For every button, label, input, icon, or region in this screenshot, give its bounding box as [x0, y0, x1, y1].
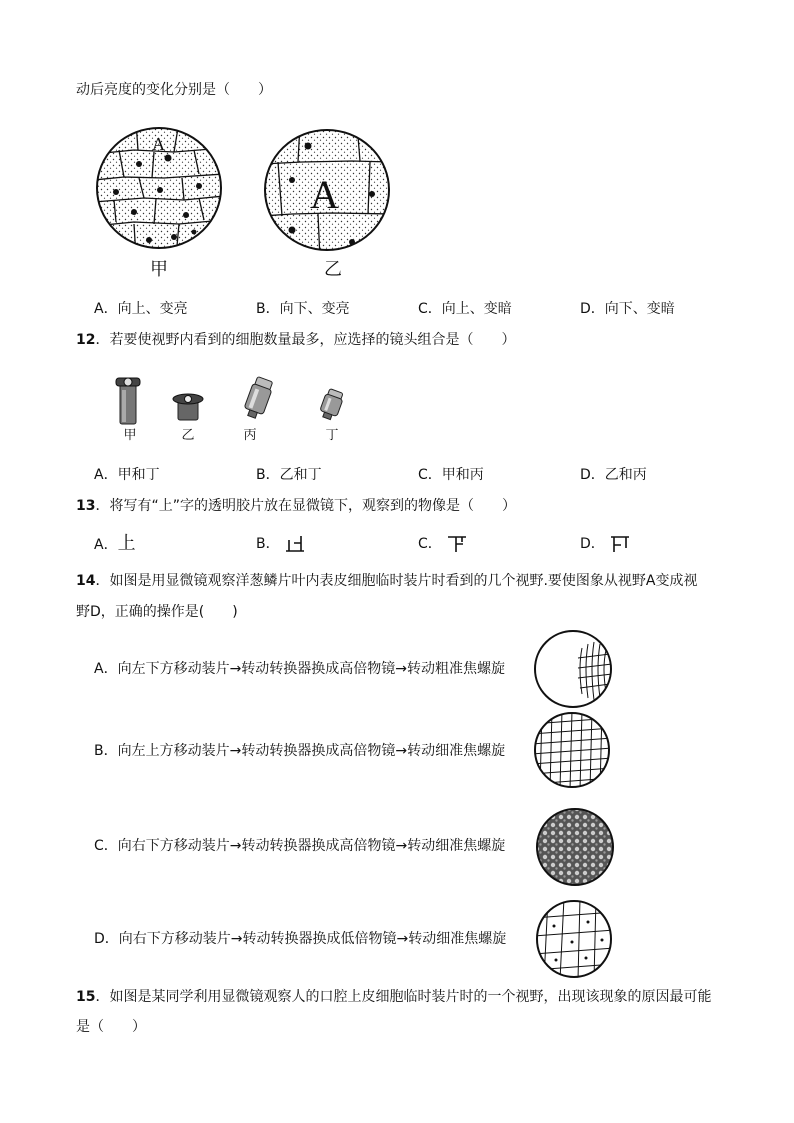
q14-option-b: B．向左上方移动装片→转动转换器换成高倍物镜→转动细准焦螺旋: [94, 743, 506, 759]
lens-label-bing: 丙: [243, 428, 257, 443]
lens-yi-icon: [170, 392, 206, 422]
q11-figure-yi: [262, 124, 392, 259]
glyph-b-icon: [284, 534, 306, 554]
glyph-d-icon: [609, 534, 631, 554]
lens-label-yi: 乙: [181, 428, 195, 443]
q12-option-d: D．乙和丙: [580, 467, 647, 483]
q13-option-b: B．: [256, 534, 306, 554]
view-b-icon: [532, 710, 612, 790]
lens-ding-icon: [313, 388, 349, 424]
lens-jia-icon: [112, 376, 144, 426]
glyph-c-icon: [446, 534, 468, 554]
q14-option-a: A．向左下方移动装片→转动转换器换成高倍物镜→转动粗准焦螺旋: [94, 661, 506, 677]
q15-stem-line1: 15．如图是某同学利用显微镜观察人的口腔上皮细胞临时装片时的一个视野，出现该现象的原因最可能: [76, 989, 712, 1005]
view-d-icon: [534, 898, 614, 980]
lens-label-jia: 甲: [123, 428, 137, 443]
view-a-icon: [532, 628, 614, 710]
q15-stem-line2: 是（ ）: [76, 1019, 146, 1035]
q14-stem-line2: 野D，正确的操作是( ): [76, 604, 238, 620]
q13-option-c: C．: [418, 534, 468, 554]
q11-label-jia: 甲: [150, 259, 168, 280]
q11-option-b: B．向下、变亮: [256, 301, 350, 317]
q11-option-c: C．向上、变暗: [418, 301, 512, 317]
svg-text:A: A: [152, 134, 165, 154]
lens-bing-icon: [238, 376, 278, 422]
q12-option-a: A．甲和丁: [94, 467, 160, 483]
q14-stem-line1: 14．如图是用显微镜观察洋葱鳞片叶内表皮细胞临时装片时看到的几个视野.要使图象从视野A变成视: [76, 573, 698, 589]
q13-option-d: D．: [580, 534, 631, 554]
q13-stem: 13．将写有“上”字的透明胶片放在显微镜下，观察到的物像是（ ）: [76, 498, 516, 514]
view-c-icon: [534, 806, 616, 888]
q11-option-d: D．向下、变暗: [580, 301, 675, 317]
q11-option-a: A．向上、变亮: [94, 301, 188, 317]
q12-option-b: B．乙和丁: [256, 467, 322, 483]
q11-label-yi: 乙: [324, 259, 342, 280]
lens-label-ding: 丁: [325, 428, 339, 443]
q14-option-d: D．向右下方移动装片→转动转换器换成低倍物镜→转动细准焦螺旋: [94, 931, 507, 947]
q11-figure-jia: [94, 122, 224, 257]
q12-option-c: C．甲和丙: [418, 467, 484, 483]
q13-option-a: A．上: [94, 533, 136, 554]
q11-stem-tail: 动后亮度的变化分别是（ ）: [76, 82, 272, 98]
q12-stem: 12．若要使视野内看到的细胞数量最多，应选择的镜头组合是（ ）: [76, 332, 516, 348]
q14-option-c: C．向右下方移动装片→转动转换器换成高倍物镜→转动细准焦螺旋: [94, 838, 506, 854]
svg-text:A: A: [310, 172, 339, 217]
